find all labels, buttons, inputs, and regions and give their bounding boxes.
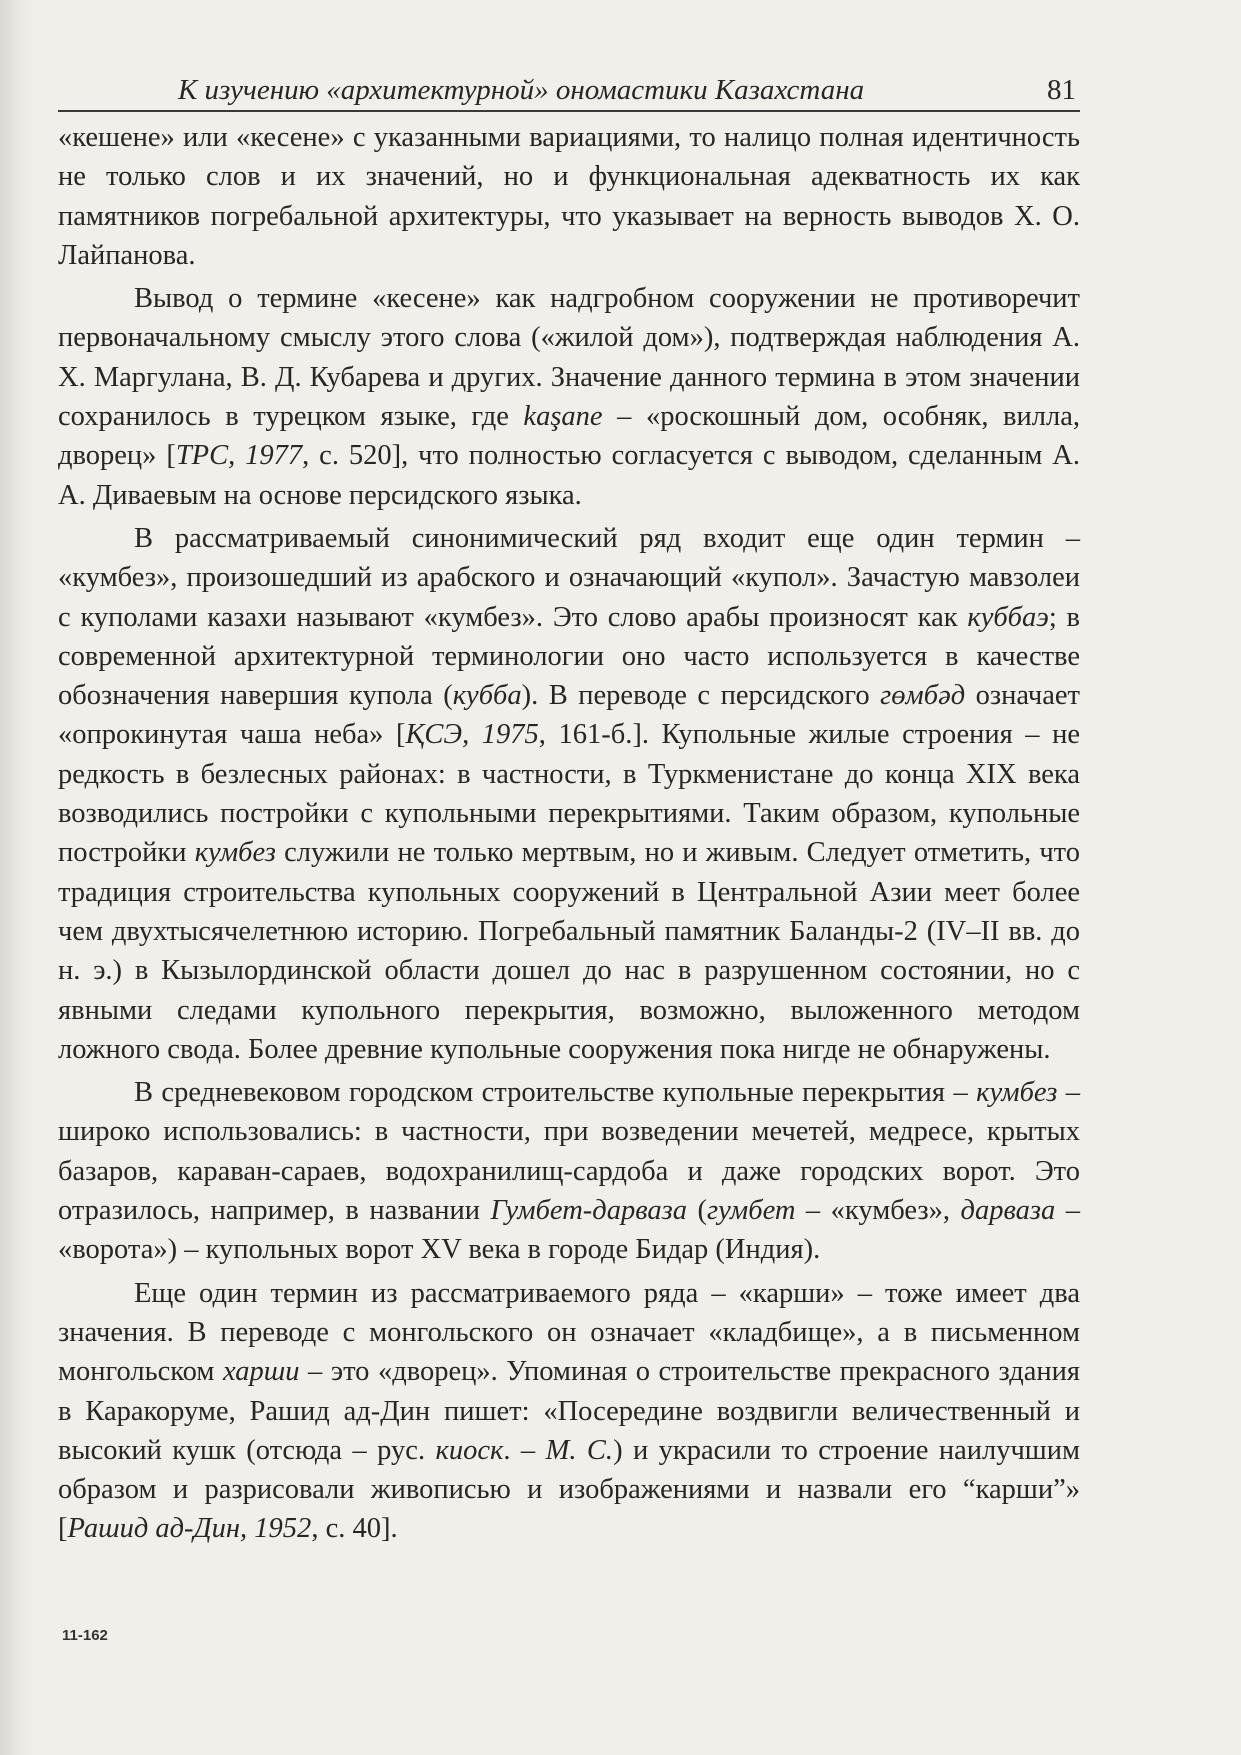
text-run: «кешене» или «кесене» с указанными вариациями, то налицо полная идентичность не только слов и их значений, но и функциональная адекватность их как памятников погребальной архитектуры, что указывает на верность выводов Х. О. Лайпанова.: [58, 122, 1080, 271]
paragraph-5: [58, 1274, 1080, 1549]
italic-term: кумбез: [976, 1077, 1058, 1109]
text-run: ). В переводе с персидского: [521, 680, 881, 712]
book-page: [58, 70, 1080, 1549]
italic-term: Гумбет-дарваза: [490, 1195, 687, 1227]
paragraph-4: [58, 1073, 1080, 1269]
text-run: (: [687, 1195, 707, 1227]
text-run: – «роскошный дом, особняк, вилла, дворец» [: [58, 401, 1080, 472]
running-header: [58, 70, 1080, 112]
italic-term: гумбет: [707, 1195, 796, 1227]
text-run: ) и украсили то строение наилучшим образом и разрисовали живописью и изображениями и назвали его “карши”» [: [58, 1434, 1081, 1545]
text-run: , 161-б.]. Купольные жилые строения – не редкость в безлесных районах: в частности, в Туркменистане до конца XIX века возводились постройки с купольными перекрытиями. Таким образом, купольные постройки: [58, 719, 1080, 869]
text-run: означает «опрокинутая чаша неба» [: [58, 680, 1081, 751]
text-run: – «кумбез»,: [795, 1195, 961, 1227]
text-run: , с. 520], что полностью согласуется с выводом, сделанным А. А. Диваевым на основе персидского языка.: [58, 440, 1080, 511]
paragraph-3: [58, 519, 1080, 1069]
italic-term: дарваза: [960, 1195, 1056, 1227]
text-run: – «ворота») – купольных ворот XV века в городе Бидар (Индия).: [58, 1195, 1081, 1266]
page-number: 81: [1047, 74, 1076, 106]
italic-term: кубба: [452, 680, 522, 712]
text-run: – широко использовались: в частности, при возведении мечетей, медресе, крытых базаров, караван-сараев, водохранилищ-сардоба и даже городских ворот. Это отразилось, например, в названии: [58, 1077, 1081, 1227]
italic-term: киоск: [435, 1434, 504, 1466]
text-run: ; в современной архитектурной терминологии оно часто используется в качестве обозначения навершия купола (: [58, 601, 1080, 712]
italic-term: харши: [222, 1356, 300, 1388]
printer-signature-mark: 11-162: [62, 1627, 108, 1644]
body-text: [58, 118, 1080, 1549]
italic-term: М. С.: [545, 1434, 614, 1466]
italic-term: Рашид ад-Дин, 1952: [67, 1513, 312, 1545]
italic-term: ТРС, 1977: [175, 440, 303, 472]
paragraph-2: [58, 279, 1080, 515]
running-title: К изучению «архитектурной» ономастики Казахстана: [178, 74, 865, 106]
scan-edge-shadow: [0, 0, 34, 1755]
italic-term: ҚСЭ, 1975: [405, 719, 539, 751]
text-run: В рассматриваемый синонимический ряд входит еще один термин – «кумбез», произошедший из арабского и означающий «купол». Зачастую мавзолеи с куполами казахи называют «кумбез». Это слово арабы произносят как: [58, 522, 1080, 633]
italic-term: kaşane: [523, 401, 603, 433]
text-run: , с. 40].: [311, 1513, 398, 1545]
italic-term: куббаэ: [967, 601, 1049, 633]
text-run: служили не только мертвым, но и живым. Следует отметить, что традиция строительства купольных сооружений в Центральной Азии меет более чем двухтысячелетнюю историю. Погребальный памятник Баланды-2 (IV–II вв. до н. э.) в Кызылординской области дошел до нас в разрушенном состоянии, но с явными следами купольного перекрытия, возможно, выложенного методом ложного свода. Более древние купольные сооружения пока нигде не обнаружены.: [58, 837, 1080, 1065]
text-run: Еще один термин из рассматриваемого ряда – «карши» – тоже имеет два значения. В переводе с монгольского он означает «кладбище», а в письменном монгольском: [58, 1277, 1080, 1388]
italic-term: кумбез: [194, 837, 276, 869]
text-run: . –: [503, 1434, 546, 1466]
text-run: – это «дворец». Упоминая о строительстве прекрасного здания в Каракоруме, Рашид ад-Дин пишет: «Посередине воздвигли величественный и высокий кушк (отсюда – рус.: [58, 1356, 1080, 1466]
text-run: В средневековом городском строительстве купольные перекрытия –: [134, 1077, 977, 1109]
paragraph-1: [58, 118, 1080, 275]
italic-term: гөмбәд: [880, 680, 966, 712]
text-run: Вывод о термине «кесене» как надгробном сооружении не противоречит первоначальному смыслу этого слова («жилой дом»), подтверждая наблюдения А. Х. Маргулана, В. Д. Кубарева и других. Значение данного термина в этом значении сохранилось в турецком языке, где: [58, 283, 1080, 433]
